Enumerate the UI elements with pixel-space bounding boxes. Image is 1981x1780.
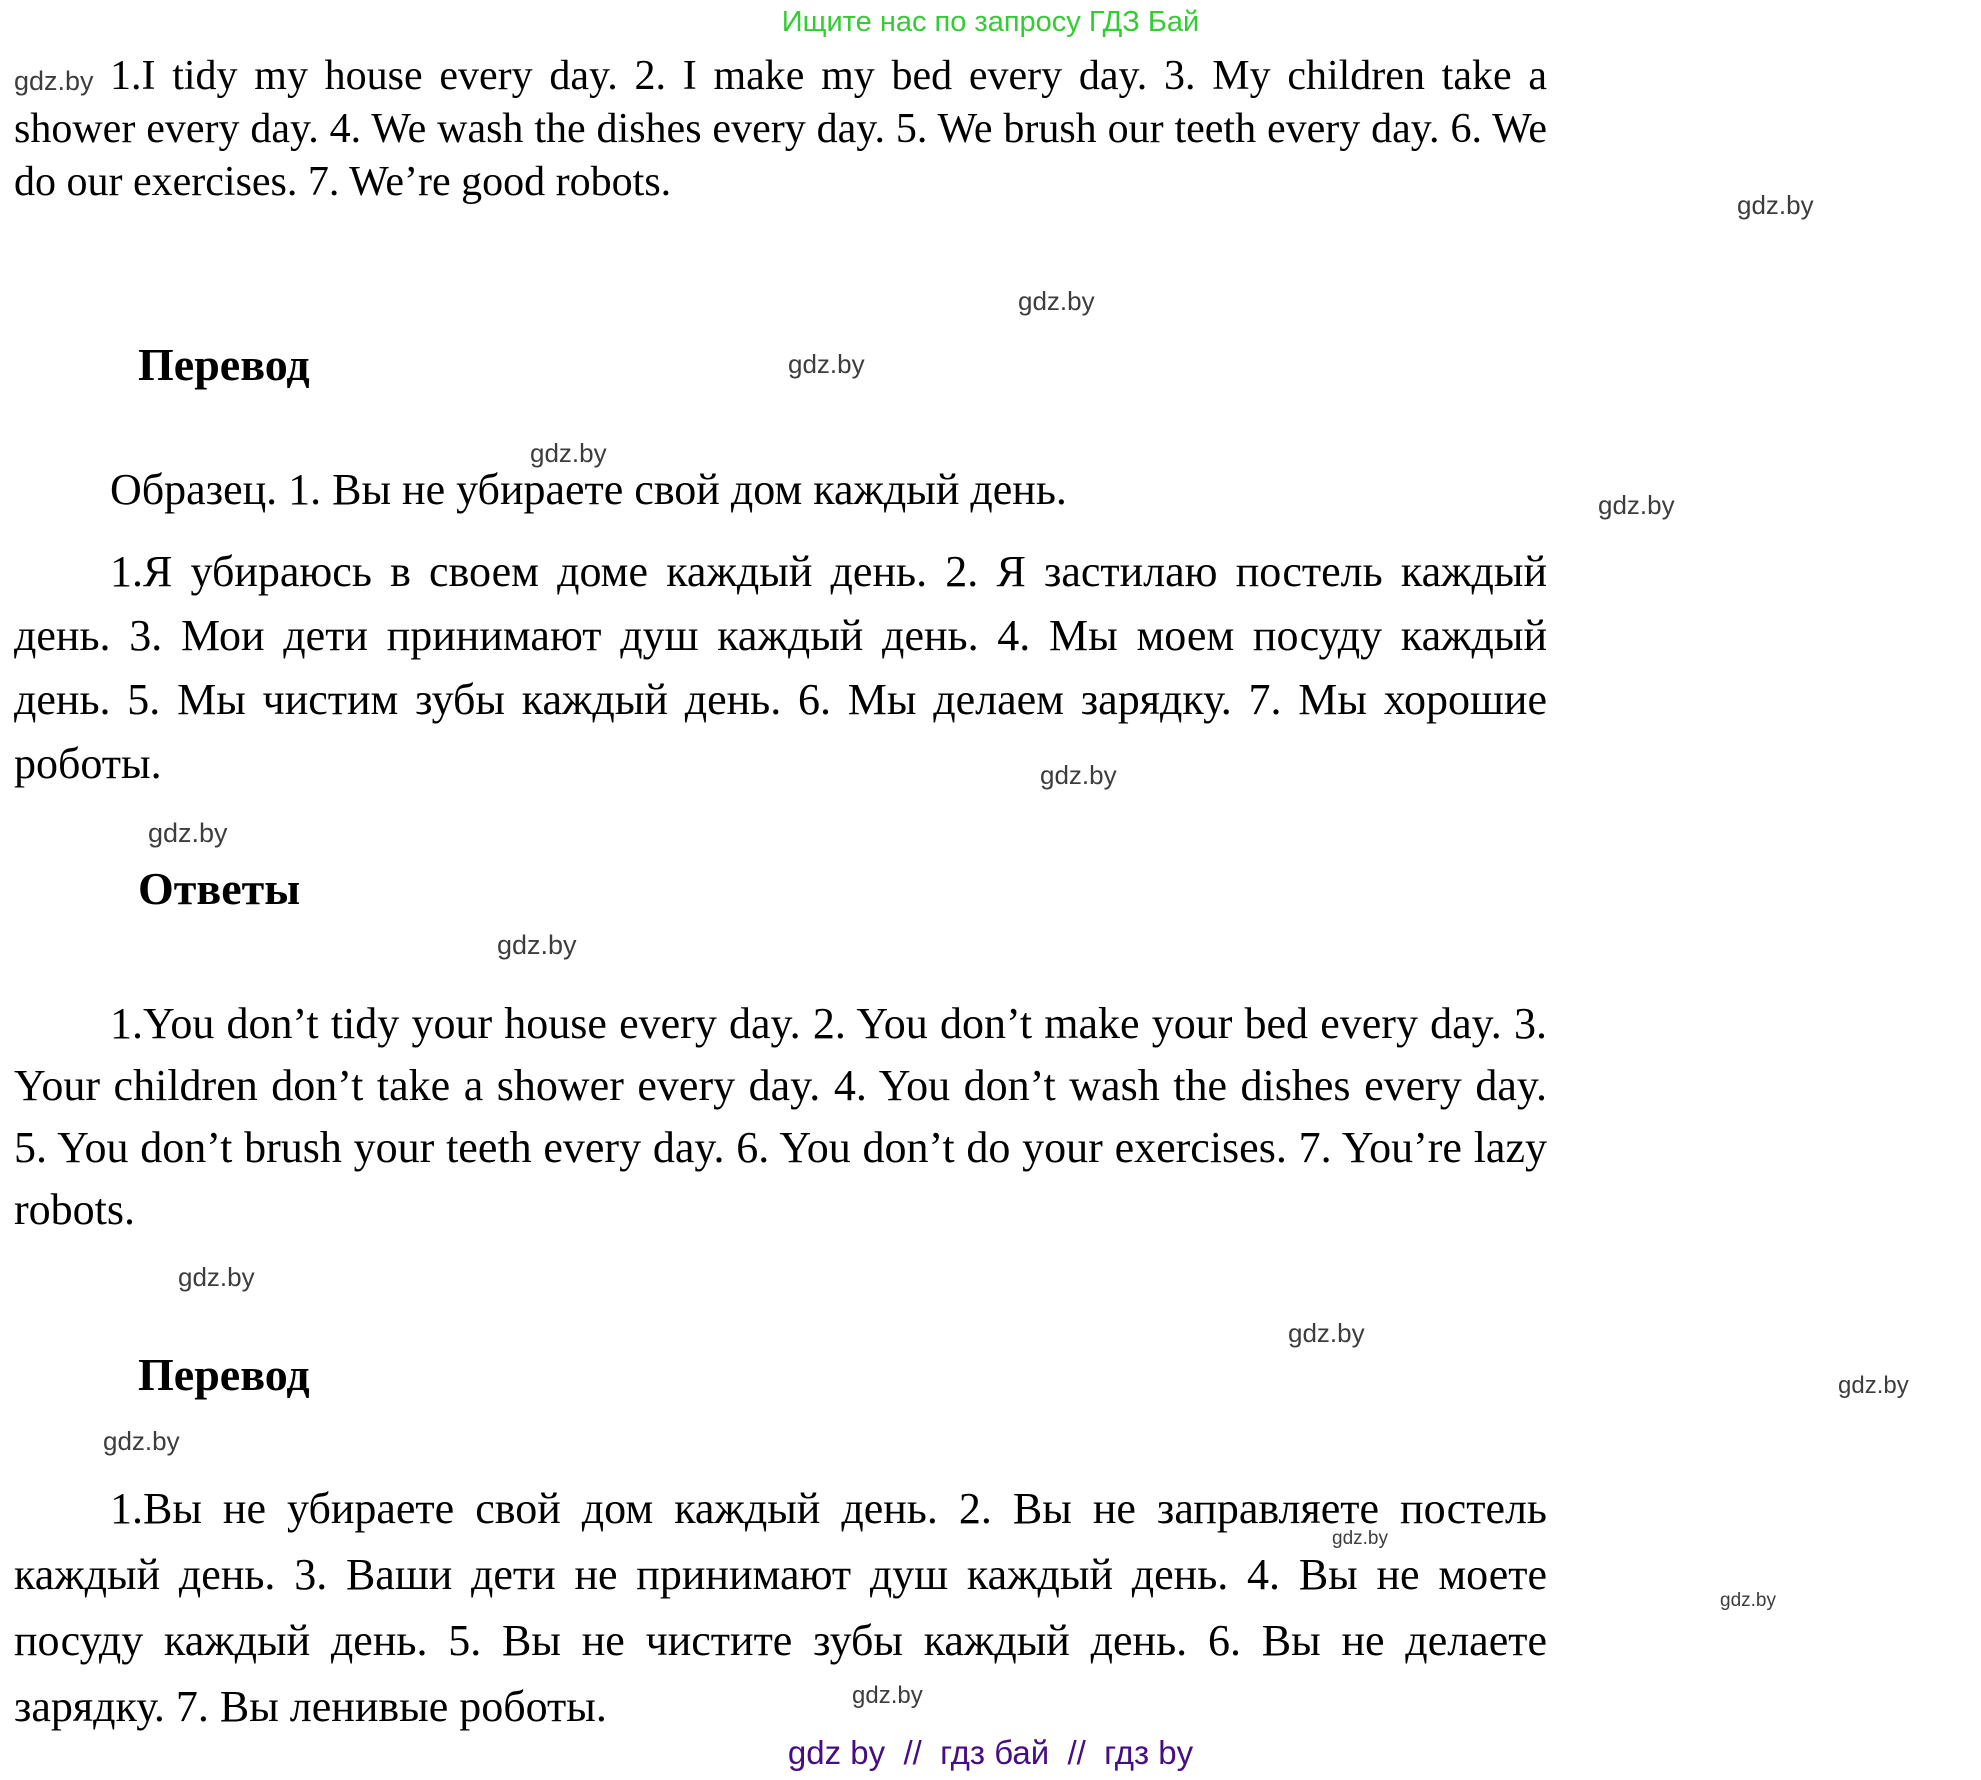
gdz-watermark: gdz.by (497, 930, 577, 960)
gdz-watermark: gdz.by (1332, 1528, 1388, 1549)
translation-heading-2: Перевод (138, 1349, 310, 1400)
translation-text-1: 1.Я убираюсь в своем доме каждый день. 2. Я застилаю постель каждый день. 3. Мои дети принимают душ каждый день. 4. Мы моем посуду каждый день. 5. Мы чистим зубы каждый день. 6. Мы делаем зарядку. 7. Мы хорошие роботы. (14, 547, 1547, 788)
gdz-watermark: gdz.by (530, 438, 607, 468)
gdz-watermark: gdz.by (1838, 1372, 1909, 1399)
gdz-watermark: gdz.by (788, 349, 865, 379)
gdz-watermark: gdz.by (852, 1682, 923, 1709)
gdz-watermark: gdz.by (148, 818, 228, 848)
promo-header: Ищите нас по запросу ГДЗ Бай (781, 6, 1200, 38)
gdz-watermark: gdz.by (1737, 190, 1814, 220)
translation-text-2: 1.Вы не убираете свой дом каждый день. 2. Вы не заправляете постель каждый день. 3. Ваши дети не принимают душ каждый день. 4. Вы не моете посуду каждый день. 5. Вы не чистите зубы каждый день. 6. Вы не делаете зарядку. 7. Вы ленивые роботы. (14, 1484, 1547, 1731)
gdz-watermark: gdz.by (1288, 1318, 1365, 1348)
footer-brand-line: gdz by // гдз бай // гдз by (787, 1734, 1194, 1771)
task-text-english: 1.I tidy my house every day. 2. I make my bed every day. 3. My children take a shower every day. 4. We wash the dishes every day. 5. We brush our teeth every day. 6. We do our exercises. 7. We’re good robots. (14, 53, 1547, 205)
gdz-watermark: gdz.by (1598, 490, 1675, 520)
answers-heading: Ответы (138, 863, 301, 914)
gdz-watermark: gdz.by (103, 1426, 180, 1456)
gdz-watermark: gdz.by (1040, 760, 1117, 790)
gdz-watermark: gdz.by (1720, 1590, 1776, 1611)
translation-heading-1: Перевод (138, 339, 310, 390)
sample-sentence: Образец. 1. Вы не убираете свой дом каждый день. (110, 465, 1067, 514)
answers-text-english: 1.You don’t tidy your house every day. 2. You don’t make your bed every day. 3. Your children don’t take a shower every day. 4. You don’t wash the dishes every day. 5. You don’t brush your teeth every day. 6. You don’t do your exercises. 7. You’re lazy robots. (14, 999, 1547, 1234)
gdz-watermark: gdz.by (14, 66, 94, 96)
gdz-watermark: gdz.by (1018, 286, 1095, 316)
gdz-watermark: gdz.by (178, 1262, 255, 1292)
